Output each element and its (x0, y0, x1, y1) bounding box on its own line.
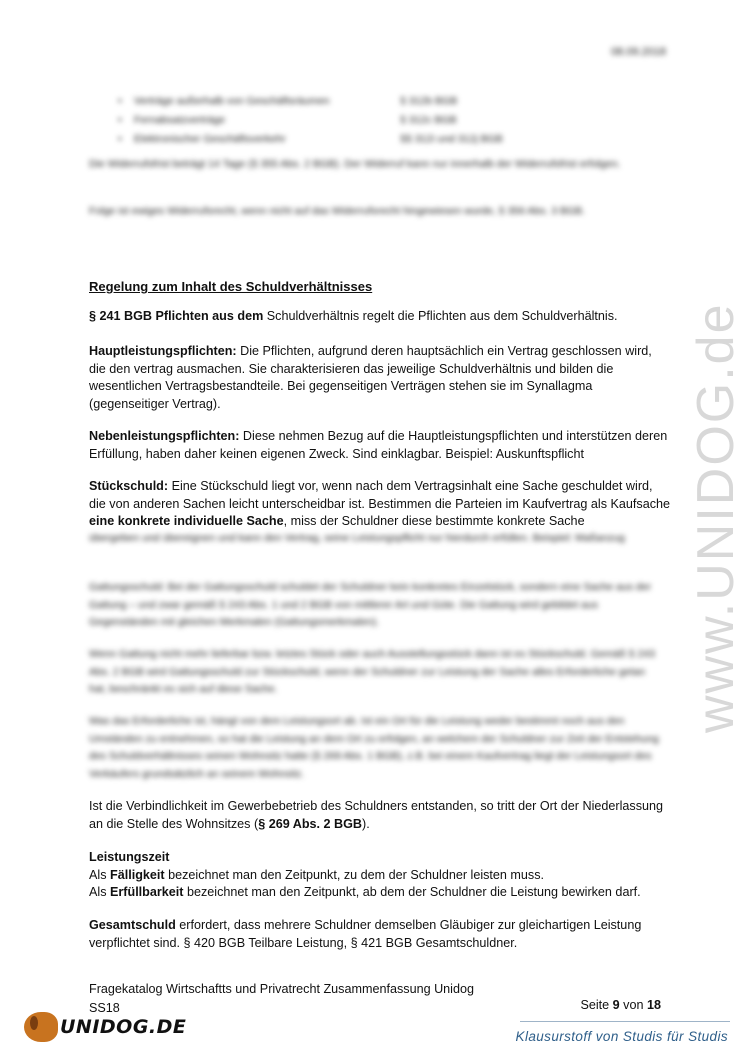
page-number (580, 998, 661, 1012)
bullet-icon: • (118, 114, 122, 126)
bullet-icon: • (118, 95, 122, 107)
widerruf-paragraph: Die Widerrufsfrist beträgt 14 Tage (§ 355 Abs. 2 BGB). Der Widerruf kann nur innerhalb der Widerrufsfrist erfolgen. (89, 158, 621, 170)
faelligkeit-text: bezeichnet man den Zeitpunkt, zu dem der Schuldner leisten muss. (164, 867, 545, 882)
p241-bold: § 241 BGB Pflichten aus dem (89, 309, 264, 323)
gewerbe-end: ). (362, 816, 370, 831)
list-item (118, 130, 578, 149)
paragraph-gesamtschuld (89, 917, 671, 952)
section-title: Regelung zum Inhalt des Schuldverhältnisses (89, 279, 373, 294)
gesamt-sep: , (343, 935, 351, 950)
page-label: Seite (580, 998, 613, 1012)
line-prefix: Als (89, 885, 110, 899)
paragraph-hauptleistung (89, 343, 671, 413)
leistungsort-paragraph: Was das Erforderliche ist, hängt von dem Leistungsort ab. Ist ein Ort für die Leistung weder bestimmt noch aus den Umständen zu entnehmen, so hat die Leistung an dem Ort zu erfolgen, an welchem der Schuldner zur Zeit der Entstehung des Schuldverhältnisses seinen Wohnsitz hatte (§ 269 Abs. 1 BGB), z.B. bei einem Kaufvertrag liegt der Leistungsort des Verkäufers grundsätzlich an seinem Wohnsitz. (89, 715, 659, 780)
stueck-blurred: übergeben und übereignen und kann den Vertrag, seine Leistungspflicht nur hierdurch erfüllen. Beispiel: Maßanzug (89, 532, 625, 544)
leistungszeit-title: Leistungszeit (89, 850, 170, 864)
paragraph-stueckschuld (89, 478, 671, 531)
stueck-term: Stückschuld: (89, 479, 169, 493)
gesamt-ref-421: § 421 BGB Gesamtschuldner (350, 935, 514, 950)
total-pages: 18 (646, 998, 661, 1012)
footer-semester: SS18 (89, 1001, 120, 1015)
date: 08.09.2018 (610, 46, 666, 58)
paragraph-nebenleistung (89, 428, 671, 463)
line-prefix: Als (89, 867, 110, 882)
list-item-ref: § 312b BGB (400, 95, 458, 107)
gesamt-end: . (513, 935, 518, 950)
list-item-ref: § 312c BGB (400, 114, 457, 126)
erfuellbarkeit-text: bezeichnet man den Zeitpunkt, ab dem der Schuldner die Leistung bewirken darf. (183, 885, 641, 899)
unidog-logo (24, 1012, 186, 1042)
leistungszeit-block (89, 849, 671, 902)
bullet-icon: • (118, 133, 122, 145)
gesamt-ref-420: § 420 BGB Teilbare Leistung (183, 935, 344, 950)
stueck-text: Eine Stückschuld liegt vor, wenn nach dem Vertragsinhalt eine Sache geschuldet wird, die von anderen Sachen leicht unterscheidbar ist. Bestimmen die Parteien im Kaufvertrag als Kaufsache (89, 479, 671, 511)
konkretisierung-paragraph: Wenn Gattung nicht mehr lieferbar bzw. letztes Stück oder auch Ausstellungsstück dann ist es Stückschuld. Gemäß § 243 Abs. 2 BGB wird Gattungsschuld zur Stückschuld, wenn der Schuldner zur Leistung der Sache alles Erforderliche getan hat, beschränkt es sich auf diese Sache. (89, 648, 655, 695)
current-page: 9 (612, 998, 620, 1012)
logo-text: UNIDOG.DE (60, 1016, 187, 1038)
paragraph-241 (89, 308, 671, 326)
watermark: www.UNIDOG.de (687, 302, 745, 733)
footer-divider (520, 1021, 730, 1022)
erfuellbarkeit-term: Erfüllbarkeit (110, 885, 184, 899)
neben-text: Diese nehmen Bezug auf die Hauptleistungspflichten und interstützen deren Erfüllung, haben daher keinen eigenen Zweck. Sind einklagbar. Beispiel: Auskunftspflicht (89, 429, 668, 461)
bullet-list (118, 92, 578, 149)
haupt-term: Hauptleistungspflichten: (89, 344, 237, 358)
gesamt-term: Gesamtschuld (89, 918, 176, 932)
list-item-ref: §§ 312i und 312j BGB (400, 133, 503, 145)
slogan: Klausurstoff von Studis für Studis (515, 1029, 728, 1044)
dog-icon (24, 1012, 58, 1042)
page-sep: von (619, 998, 647, 1012)
gewerbe-text: Ist die Verbindlichkeit im Gewerbebetrieb des Schuldners entstanden, so tritt der Ort der Niederlassung an die Stelle des Wohnsitzes ( (89, 799, 664, 831)
neben-term: Nebenleistungspflichten: (89, 429, 240, 443)
p241-text: Schuldverhältnis regelt die Pflichten aus dem Schuldverhältnis. (263, 309, 618, 323)
haupt-text: Die Pflichten, aufgrund deren hauptsächlich ein Vertrag geschlossen wird, die den vertrag ausmachen. Sie charakterisieren das jeweilige Schuldverhältnis und bilden die wesentlichen Vertragsbestandteile. Bei gegenseitigen Verträgen stehen sie im Synallagma (gegenseitiger Vertrag). (89, 344, 652, 411)
folge-paragraph: Folge ist ewiges Widerrufsrecht, wenn nicht auf das Widerrufsrecht hingewiesen wurde, § 356 Abs. 3 BGB. (89, 205, 586, 217)
gesamt-text: erfordert, dass mehrere Schuldner demselben Gläubiger zur gleichartigen Leistung verpflichtet sind. (89, 918, 642, 950)
gattung-paragraph: Gattungsschuld: Bei der Gattungsschuld schuldet der Schuldner kein konkretes Einzelstück, sondern eine Sache aus der Gattung – und zwar gemäß § 243 Abs. 1 und 2 BGB von mittlerer Art und Güte. Die Gattung wird gebildet aus Gegenständen mit gleichen Merkmalen (Gattungsmerkmalen). (89, 581, 652, 628)
list-item-name: Fernabsatzverträge (134, 114, 226, 126)
list-item-name: Verträge außerhalb von Geschäftsräumen (134, 95, 330, 107)
footer-title: Fragekatalog Wirtschaftts und Privatrecht Zusammenfassung Unidog (89, 982, 474, 996)
list-item (118, 111, 578, 130)
paragraph-gewerbe (89, 798, 671, 833)
stueck-text-2: , miss der Schuldner diese bestimmte konkrete Sache (283, 514, 585, 528)
list-item-name: Elektronischer Geschäftsverkehr (134, 133, 286, 145)
gewerbe-ref: § 269 Abs. 2 BGB (258, 816, 363, 831)
faelligkeit-term: Fälligkeit (110, 867, 165, 882)
list-item (118, 92, 578, 111)
stueck-emphasis: eine konkrete individuelle Sache (89, 514, 284, 528)
